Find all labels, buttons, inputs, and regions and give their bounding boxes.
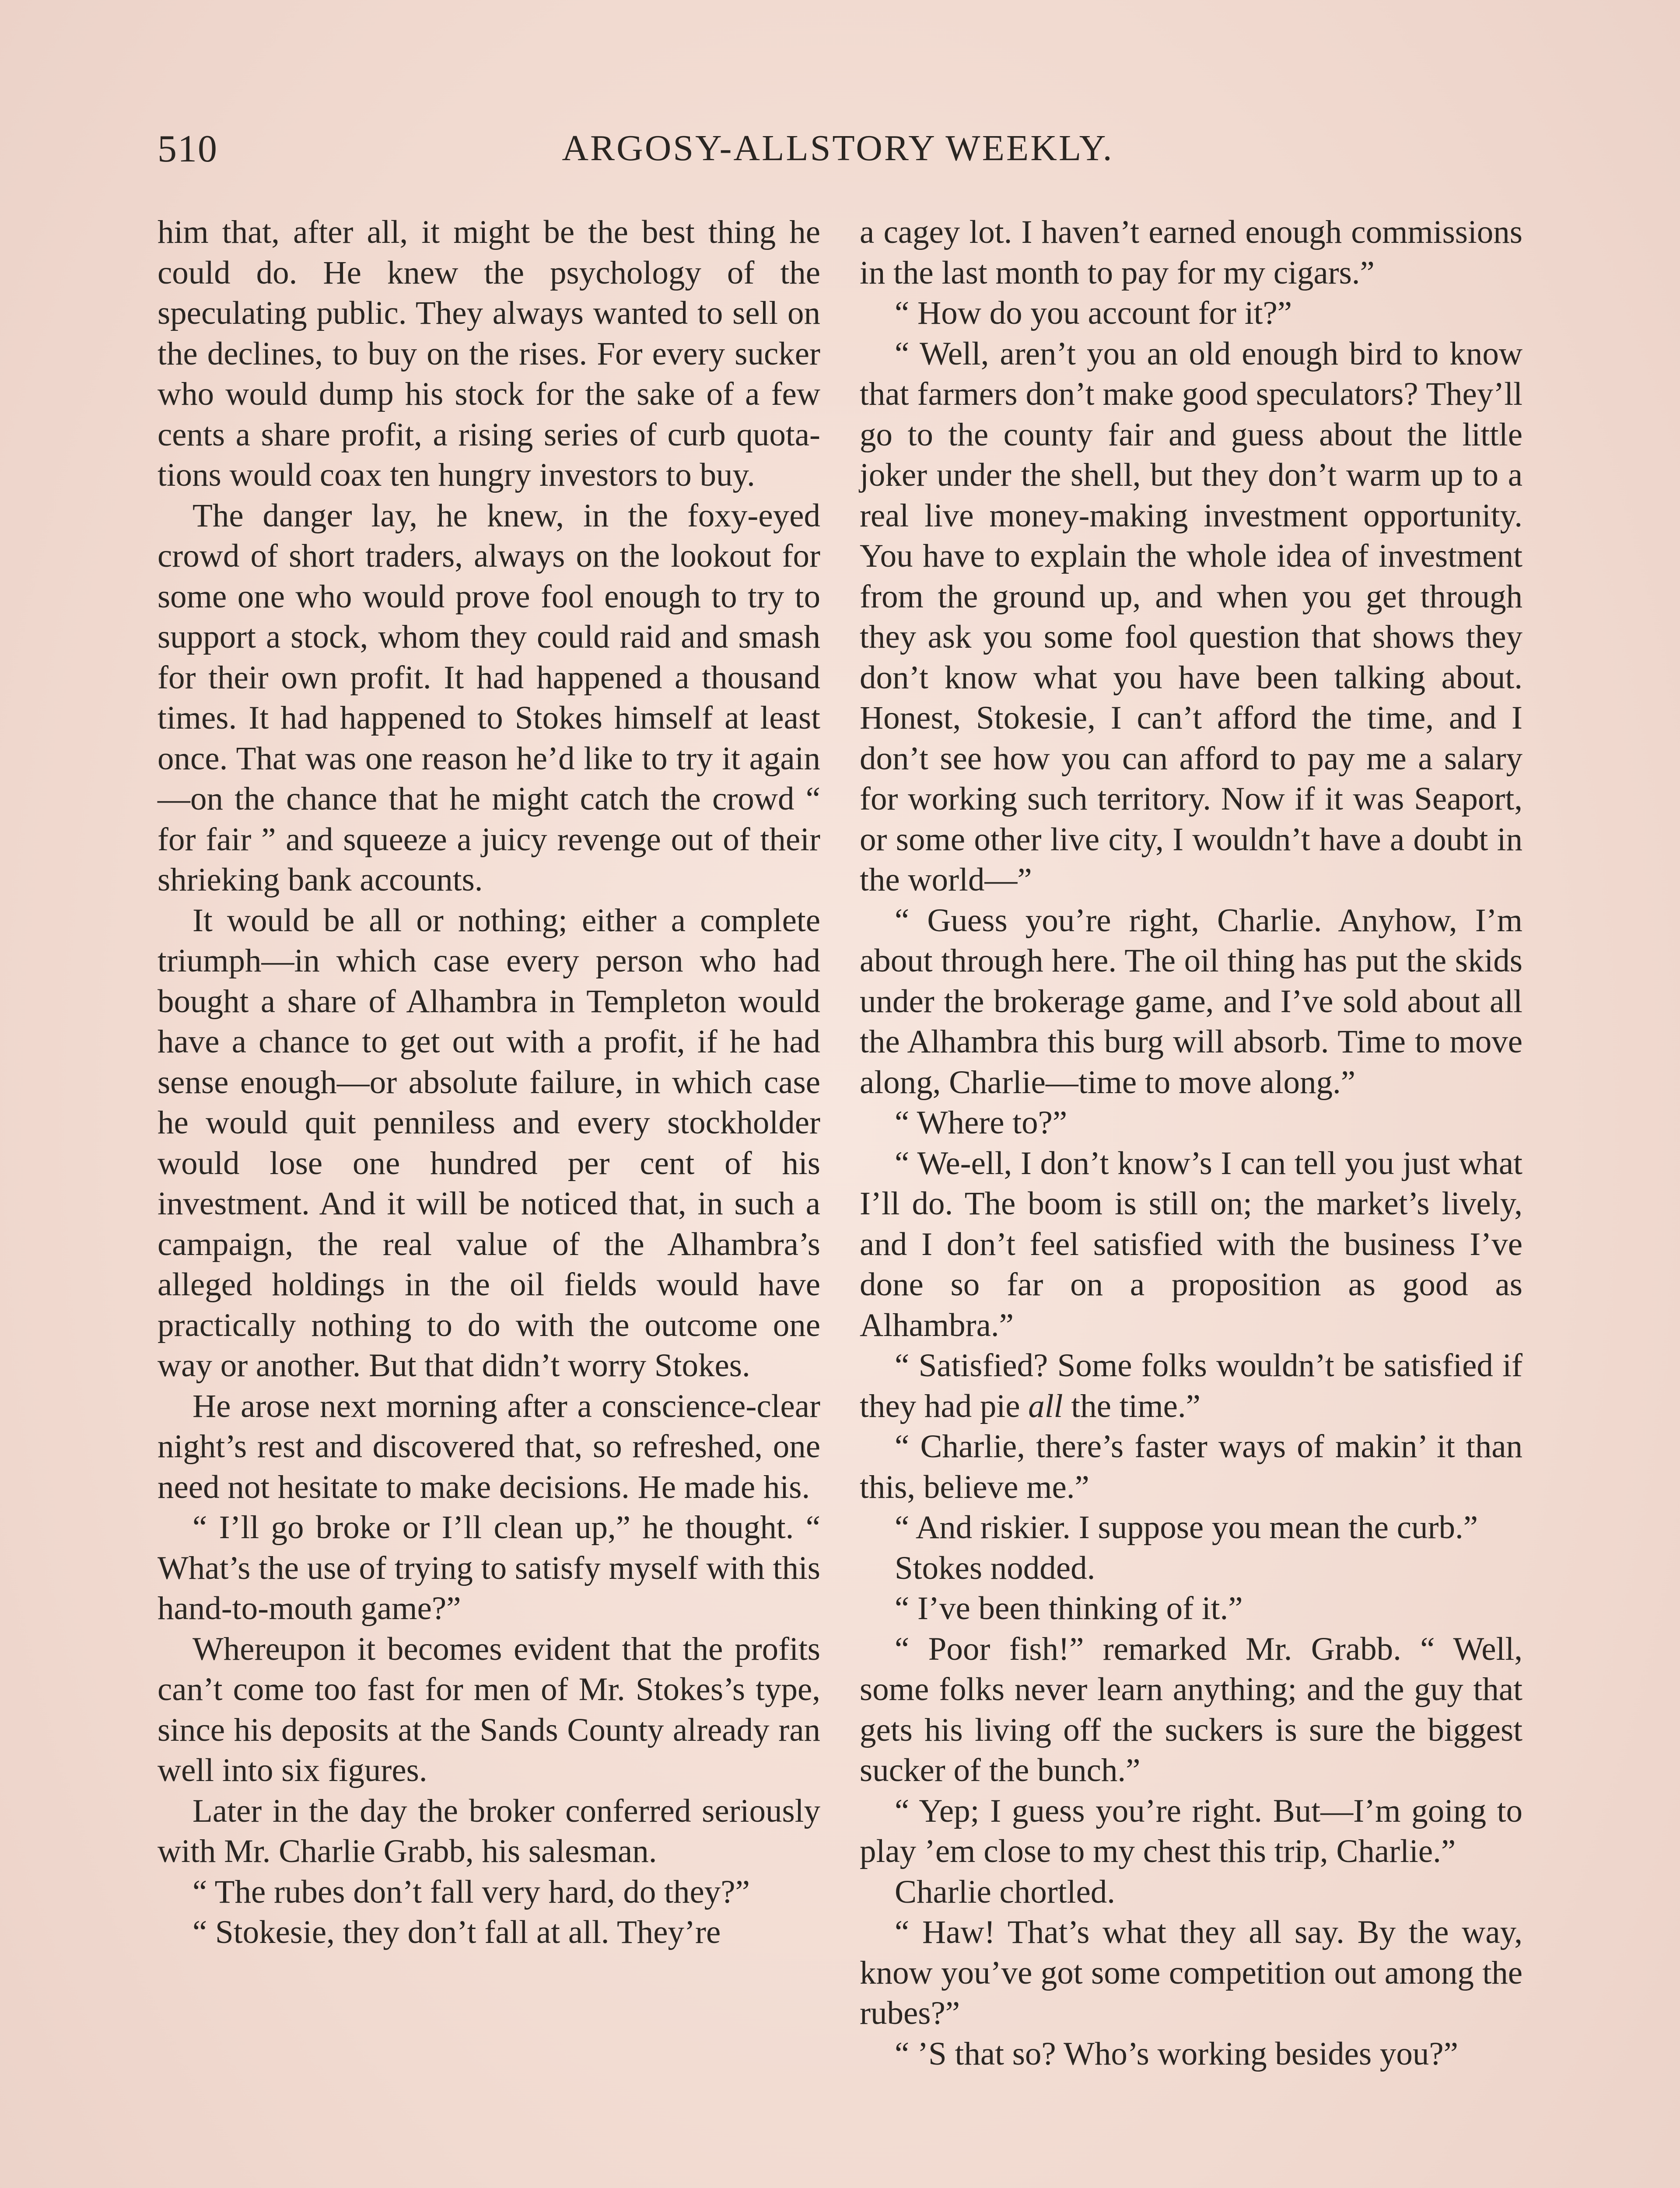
- paragraph: Later in the day the broker conferred seriously with Mr. Charlie Grabb, his salesman.: [158, 1792, 820, 1869]
- paragraph: “ How do you account for it?”: [895, 295, 1292, 331]
- paragraph: Stokes nodded.: [895, 1550, 1096, 1586]
- running-title: ARGOSY-ALLSTORY WEEKLY.: [562, 128, 1114, 168]
- paragraph: Charlie chortled.: [895, 1873, 1115, 1910]
- paragraph: “ Where to?”: [895, 1105, 1068, 1141]
- page-header: [153, 117, 1522, 179]
- italic-text: all: [1028, 1388, 1063, 1424]
- paragraph: [860, 1346, 1522, 1427]
- paragraph: “ I’ve been thinking of it.”: [895, 1590, 1243, 1627]
- paragraph: “ Well, aren’t you an old enough bird to know that farmers don’t make good speculators? They’ll go to the county fair and guess about the little joker under the shell, but they don’t warm up to a real live money-making investment opportunity. You have to explain the whole idea of investment from the ground up, and when you get through they ask you some fool question that shows they don’t know what you have been talking about. Honest, Stokesie, I can’t afford the time, and I don’t see how you can afford to pay me a salary for working such territory. Now if it was Seaport, or some other live city, I wouldn’t have a doubt in the world—”: [860, 335, 1522, 898]
- text-run: the time.”: [1063, 1388, 1200, 1424]
- paragraph: “ Guess you’re right, Charlie. Anyhow, I’m about through here. The oil thing has put the skids under the brokerage game, and I’ve sold about all the Alhambra this burg will absorb. Time to move along, Charlie—time to move along.”: [860, 902, 1522, 1101]
- page-number: 510: [158, 128, 218, 170]
- paragraph: “ And riskier. I suppose you mean the curb.”: [895, 1509, 1478, 1546]
- paragraph: him that, after all, it might be the best thing he could do. He knew the psychology of the speculating public. They always wanted to sell on the declines, to buy on the rises. For every sucker who would dump his stock for the sake of a few cents a share profit, a rising series of curb quotations would coax ten hungry investors to buy.: [158, 214, 820, 493]
- paragraph: “ Charlie, there’s faster ways of makin’ it than this, believe me.”: [860, 1428, 1522, 1505]
- paragraph: “ The rubes don’t fall very hard, do they?”: [192, 1873, 750, 1910]
- paragraph: “ We-ell, I don’t know’s I can tell you just what I’ll do. The boom is still on; the market’s lively, and I don’t feel satisfied with the business I’ve done so far on a proposition as good as Alhambra.”: [860, 1145, 1522, 1343]
- paragraph: “ Stokesie, they don’t fall at all. They’re: [192, 1914, 721, 1950]
- left-column: [158, 212, 820, 1953]
- paragraph: “ ’S that so? Who’s working besides you?”: [895, 2035, 1458, 2072]
- paragraph: “ I’ll go broke or I’ll clean up,” he thought. “ What’s the use of trying to satisfy myself with this hand-to-mouth game?”: [158, 1509, 820, 1627]
- text-run: “ Satisfied? Some folks wouldn’t be satisfied if they had pie: [860, 1347, 1522, 1424]
- paragraph: He arose next morning after a conscience-clear night’s rest and discovered that, so refreshed, one need not hesitate to make decisions. He made his.: [158, 1388, 820, 1505]
- paragraph: The danger lay, he knew, in the foxy-eyed crowd of short traders, always on the lookout for some one who would prove fool enough to try to support a stock, whom they could raid and smash for their own profit. It had happened a thousand times. It had happened to Stokes himself at least once. That was one reason he’d like to try it again—on the chance that he might catch the crowd “ for fair ” and squeeze a juicy revenge out of their shrieking bank accounts.: [158, 497, 820, 898]
- paragraph: “ Yep; I guess you’re right. But—I’m going to play ’em close to my chest this trip, Charlie.”: [860, 1792, 1522, 1869]
- paragraph: “ Haw! That’s what they all say. By the way, know you’ve got some competition out among the rubes?”: [860, 1914, 1522, 2031]
- paragraph: Whereupon it becomes evident that the profits can’t come too fast for men of Mr. Stokes’s type, since his deposits at the Sands County already ran well into six figures.: [158, 1630, 820, 1788]
- paragraph: It would be all or nothing; either a complete triumph—in which case every person who had bought a share of Alhambra in Templeton would have a chance to get out with a profit, if he had sense enough—or absolute failure, in which case he would quit penniless and every stockholder would lose one hundred per cent of his investment. And it will be noticed that, in such a campaign, the real value of the Alhambra’s alleged holdings in the oil fields would have practically nothing to do with the outcome one way or another. But that didn’t worry Stokes.: [158, 902, 820, 1384]
- right-column: [860, 212, 1522, 2074]
- paragraph: “ Poor fish!” remarked Mr. Grabb. “ Well, some folks never learn anything; and the guy that gets his living off the suckers is sure the biggest sucker of the bunch.”: [860, 1630, 1522, 1788]
- paragraph: a cagey lot. I haven’t earned enough commissions in the last month to pay for my cigars.”: [860, 214, 1522, 291]
